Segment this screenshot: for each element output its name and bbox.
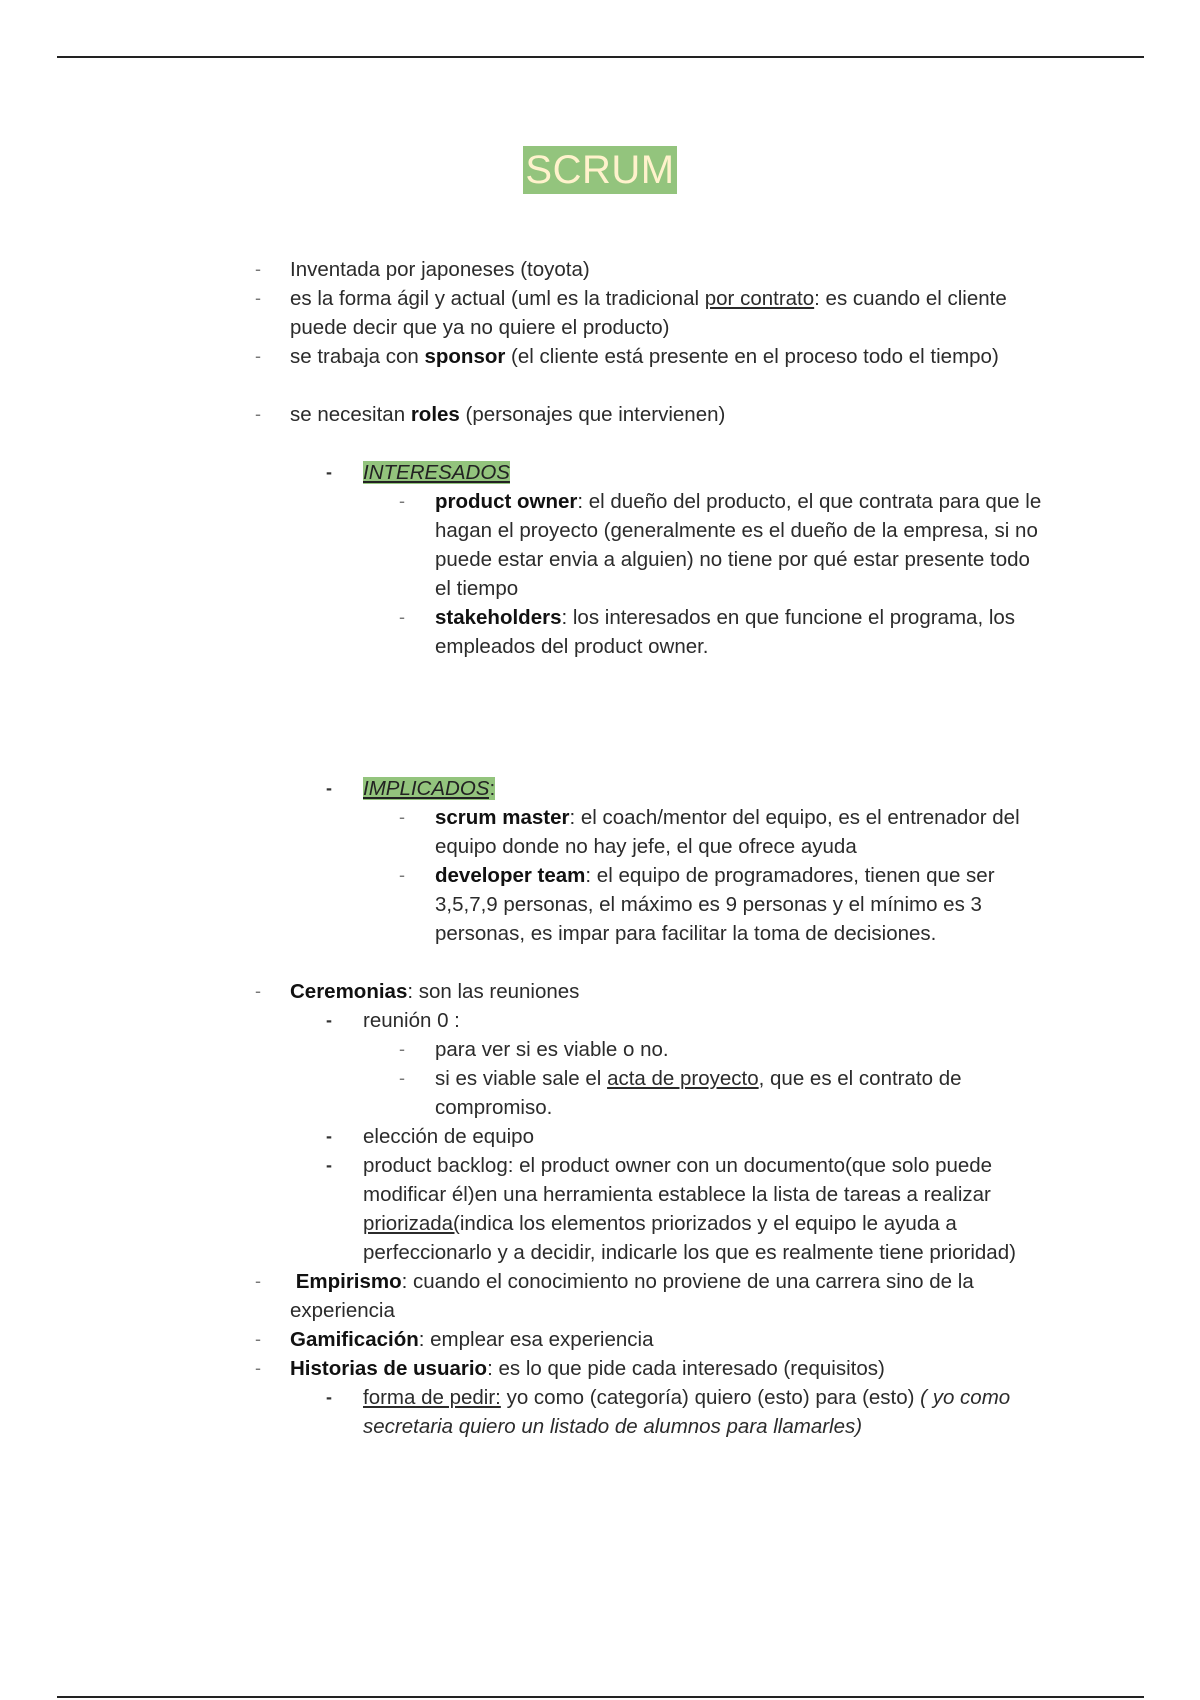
bullet-dash: - [255, 1358, 261, 1378]
bold-term: Historias de usuario [290, 1357, 488, 1380]
bullet-dash: - [255, 1329, 261, 1349]
section-interesados [326, 458, 1053, 487]
bullet-dash: - [255, 346, 261, 366]
list-item: - scrum master: el coach/mentor del equipo, es el entrenador del equipo donde no hay jefe, el que ofrece ayuda [435, 803, 1050, 861]
bold-term: developer team [435, 864, 586, 887]
list-item: - Empirismo: cuando el conocimiento no proviene de una carrera sino de la experiencia [290, 1267, 1050, 1325]
highlighted-heading: INTERESADOS [363, 461, 510, 484]
bullet-dash: - [326, 1387, 332, 1407]
bullet-dash: - [399, 865, 405, 885]
list-item: - es la forma ágil y actual (uml es la tradicional por contrato: es cuando el cliente puede decir que ya no quiere el producto) [290, 284, 1050, 342]
bullet-dash: - [399, 1039, 405, 1059]
bullet-dash: - [399, 607, 405, 627]
bullet-dash: - [255, 981, 261, 1001]
list-item: - se necesitan roles (personajes que intervienen) [290, 400, 1050, 429]
underlined-term: priorizada( [363, 1212, 460, 1235]
bullet-dash: - [255, 288, 261, 308]
section-implicados: - IMPLICADOS: [363, 774, 1053, 803]
page-title: SCRUM [525, 148, 675, 192]
bullet-dash: - [399, 1068, 405, 1088]
bold-term: Empirismo [290, 1270, 402, 1293]
bold-term: roles [410, 403, 460, 426]
bullet-dash: - [255, 404, 261, 424]
bold-term: scrum master [435, 806, 570, 829]
underlined-term: forma de pedir: [363, 1386, 501, 1409]
bold-term: sponsor [424, 345, 506, 368]
list-item: - reunión 0 : [363, 1006, 1053, 1035]
bold-term: Gamificación [290, 1328, 419, 1351]
bullet-dash: - [255, 1271, 261, 1291]
title-container [0, 146, 1200, 194]
footer-rule [57, 1696, 1144, 1698]
bullet-dash: - [326, 778, 332, 798]
highlighted-heading: IMPLICADOS [363, 777, 490, 800]
bullet-dash: - [326, 1126, 332, 1146]
list-item: - Inventada por japoneses (toyota) [290, 255, 1050, 284]
list-item: - Historias de usuario: es lo que pide cada interesado (requisitos) [290, 1354, 1050, 1383]
list-item: - product owner: el dueño del producto, el que contrata para que le hagan el proyecto (generalmente es el dueño de la empresa, si no puede estar envia a alguien) no tiene por qué estar presente todo el tiempo [435, 487, 1050, 603]
list-item: - Ceremonias: son las reuniones [290, 977, 1050, 1006]
list-item: - para ver si es viable o no. [435, 1035, 1050, 1064]
list-item: - Gamificación: emplear esa experiencia [290, 1325, 1050, 1354]
bullet-dash: - [326, 1155, 332, 1175]
header-rule [57, 56, 1144, 58]
list-item: - forma de pedir: yo como (categoría) quiero (esto) para (esto) ( yo como secretaria quiero un listado de alumnos para llamarles) [363, 1383, 1053, 1441]
bold-term: product owner [435, 490, 578, 513]
list-item: - elección de equipo [363, 1122, 1053, 1151]
underlined-term: acta de proyecto [607, 1067, 759, 1090]
bullet-dash: - [326, 462, 332, 482]
underlined-term: por contrato [704, 287, 815, 310]
list-item: - se trabaja con sponsor (el cliente está presente en el proceso todo el tiempo) [290, 342, 1050, 371]
document-body [0, 255, 1200, 1441]
list-item: - stakeholders: los interesados en que funcione el programa, los empleados del product owner. [435, 603, 1050, 661]
bold-term: Ceremonias [290, 980, 408, 1003]
list-item: - developer team: el equipo de programadores, tienen que ser 3,5,7,9 personas, el máximo es 9 personas y el mínimo es 3 personas, es impar para facilitar la toma de decisiones. [435, 861, 1050, 948]
bold-term: stakeholders [435, 606, 562, 629]
bullet-dash: - [399, 807, 405, 827]
bullet-dash: - [255, 259, 261, 279]
list-item: - product backlog: el product owner con un documento(que solo puede modificar él)en una herramienta establece la lista de tareas a realizar priorizada(indica los elementos priorizados y el equipo le ayuda a perfeccionarlo y a decidir, indicarle los que es realmente tiene prioridad) [363, 1151, 1053, 1267]
list-item: - si es viable sale el acta de proyecto, que es el contrato de compromiso. [435, 1064, 1050, 1122]
bullet-dash: - [399, 491, 405, 511]
bullet-dash: - [326, 1010, 332, 1030]
italic-example: ( yo como secretaria quiero un listado de alumnos para llamarles) [363, 1386, 1011, 1438]
